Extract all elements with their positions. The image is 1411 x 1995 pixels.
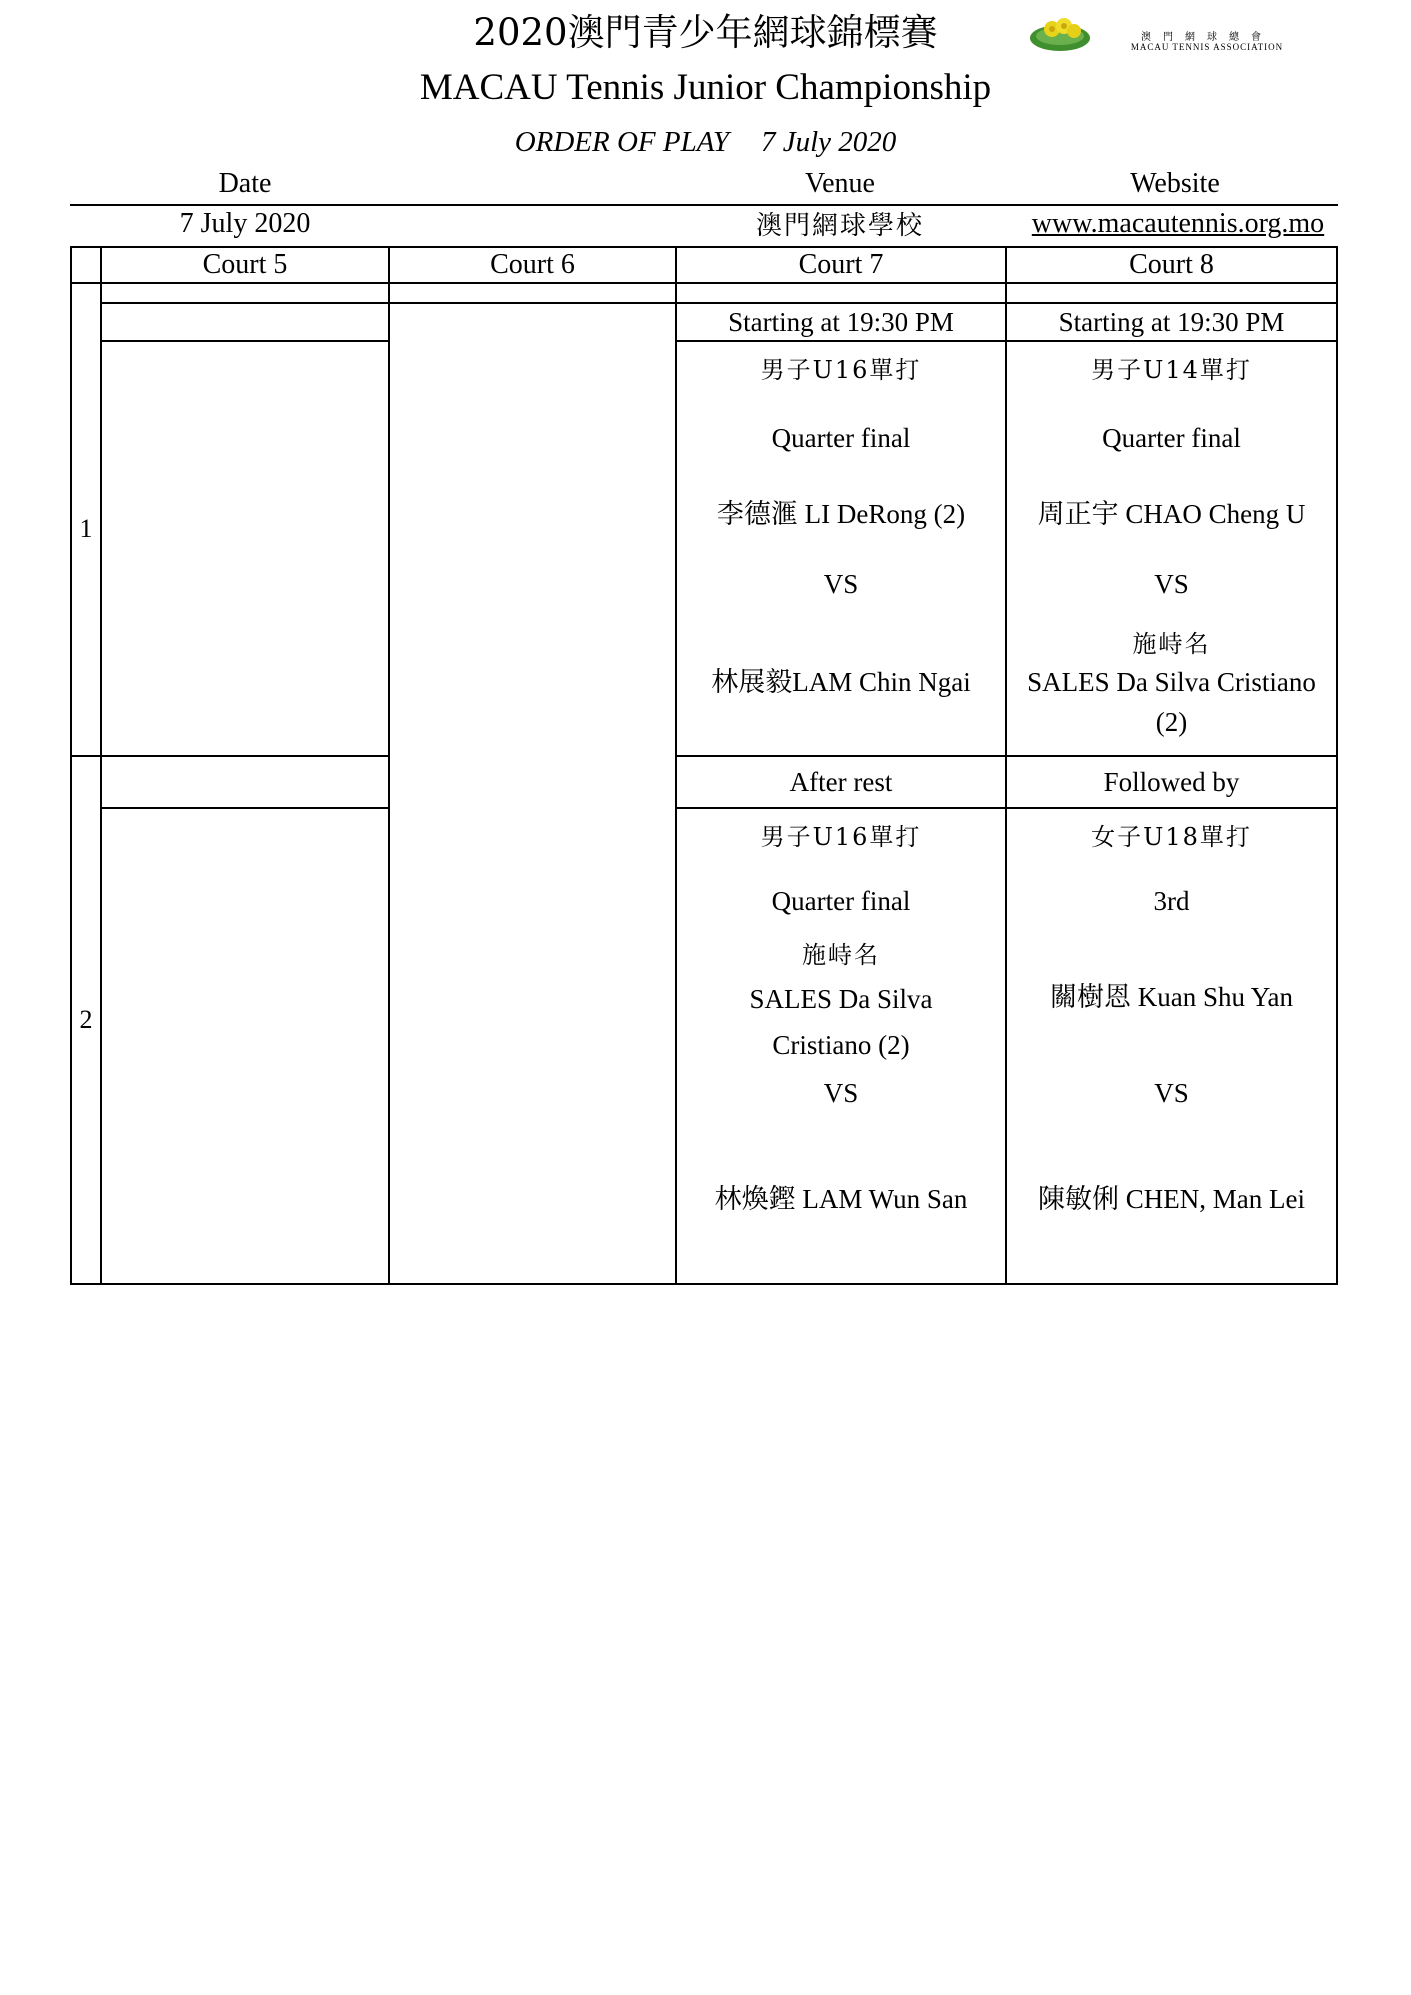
court-8-slot: Followed by xyxy=(1006,756,1337,808)
player-1: 李德滙 LI DeRong (2) xyxy=(716,499,966,529)
row-number: 2 xyxy=(71,756,101,1284)
versus: VS xyxy=(1154,569,1189,599)
court-5-match xyxy=(101,341,389,756)
player-2: 林展毅LAM Chin Ngai xyxy=(711,667,971,697)
court-7-header: Court 7 xyxy=(676,247,1006,283)
versus: VS xyxy=(823,569,859,599)
association-name-english: MACAU TENNIS ASSOCIATION xyxy=(1130,42,1284,52)
order-of-play xyxy=(0,124,1411,160)
player-1: 周正宇 CHAO Cheng U xyxy=(1037,499,1306,529)
court-7-match xyxy=(676,808,1006,1284)
venue-value: 澳門網球學校 xyxy=(755,211,924,241)
court-5-slot xyxy=(101,756,389,808)
date-label: Date xyxy=(218,168,272,199)
court-5-match xyxy=(101,808,389,1284)
event-name: 男子U16單打 xyxy=(760,356,922,384)
corner-cell xyxy=(71,247,101,283)
schedule-table xyxy=(70,246,1338,1285)
order-date: 7 July 2020 xyxy=(760,126,897,158)
player-2: 陳敏俐 CHEN, Man Lei xyxy=(1038,1184,1305,1214)
event-name: 男子U16單打 xyxy=(760,823,922,851)
player-1: 關樹恩 Kuan Shu Yan xyxy=(1049,982,1294,1012)
date-value: 7 July 2020 xyxy=(179,208,311,239)
table-row xyxy=(71,756,1337,808)
player-2-seed: (2) xyxy=(1155,707,1188,737)
court-8-match xyxy=(1006,808,1337,1284)
website-label: Website xyxy=(1130,168,1220,199)
round-name: Quarter final xyxy=(771,886,911,916)
court-7-slot: After rest xyxy=(676,756,1006,808)
court-5-slot xyxy=(101,303,389,341)
table-row xyxy=(71,303,1337,341)
event-name: 男子U14單打 xyxy=(1091,356,1252,384)
venue-label: Venue xyxy=(805,168,875,199)
player-1-chinese: 施峙名 xyxy=(802,941,880,969)
table-row xyxy=(71,808,1337,1284)
court-6-header: Court 6 xyxy=(389,247,676,283)
divider xyxy=(70,204,1338,206)
player-2: 林煥鏗 LAM Wun San xyxy=(714,1184,968,1214)
court-8-slot: Starting at 19:30 PM xyxy=(1006,303,1337,341)
row-number: 1 xyxy=(71,303,101,756)
title-chinese: 2020澳門青少年網球錦標賽 xyxy=(473,11,938,54)
court-8-header: Court 8 xyxy=(1006,247,1337,283)
player-2-name: SALES Da Silva Cristiano xyxy=(1027,667,1316,697)
player-2-chinese: 施峙名 xyxy=(1132,630,1211,658)
round-name: 3rd xyxy=(1153,886,1190,916)
title-english: MACAU Tennis Junior Championship xyxy=(419,67,992,108)
tennis-association-logo xyxy=(1026,14,1096,54)
website-link[interactable]: www.macautennis.org.mo xyxy=(1031,208,1325,239)
player-1-name: SALES Da Silva xyxy=(749,984,933,1014)
court-7-match xyxy=(676,341,1006,756)
spacer-row xyxy=(71,283,1337,303)
court-5-header: Court 5 xyxy=(101,247,389,283)
association-name-chinese: 澳門網球總會 xyxy=(1141,32,1273,43)
order-label: ORDER OF PLAY xyxy=(514,126,729,158)
court-8-match xyxy=(1006,341,1337,756)
round-name: Quarter final xyxy=(771,423,911,453)
player-1-seed: Cristiano (2) xyxy=(772,1030,910,1060)
court-header-row xyxy=(71,247,1337,283)
event-name: 女子U18單打 xyxy=(1091,823,1252,851)
court-7-slot: Starting at 19:30 PM xyxy=(676,303,1006,341)
versus: VS xyxy=(823,1078,859,1108)
round-name: Quarter final xyxy=(1102,423,1241,453)
court-6-block xyxy=(389,303,676,1284)
versus: VS xyxy=(1154,1078,1189,1108)
table-row xyxy=(71,341,1337,756)
